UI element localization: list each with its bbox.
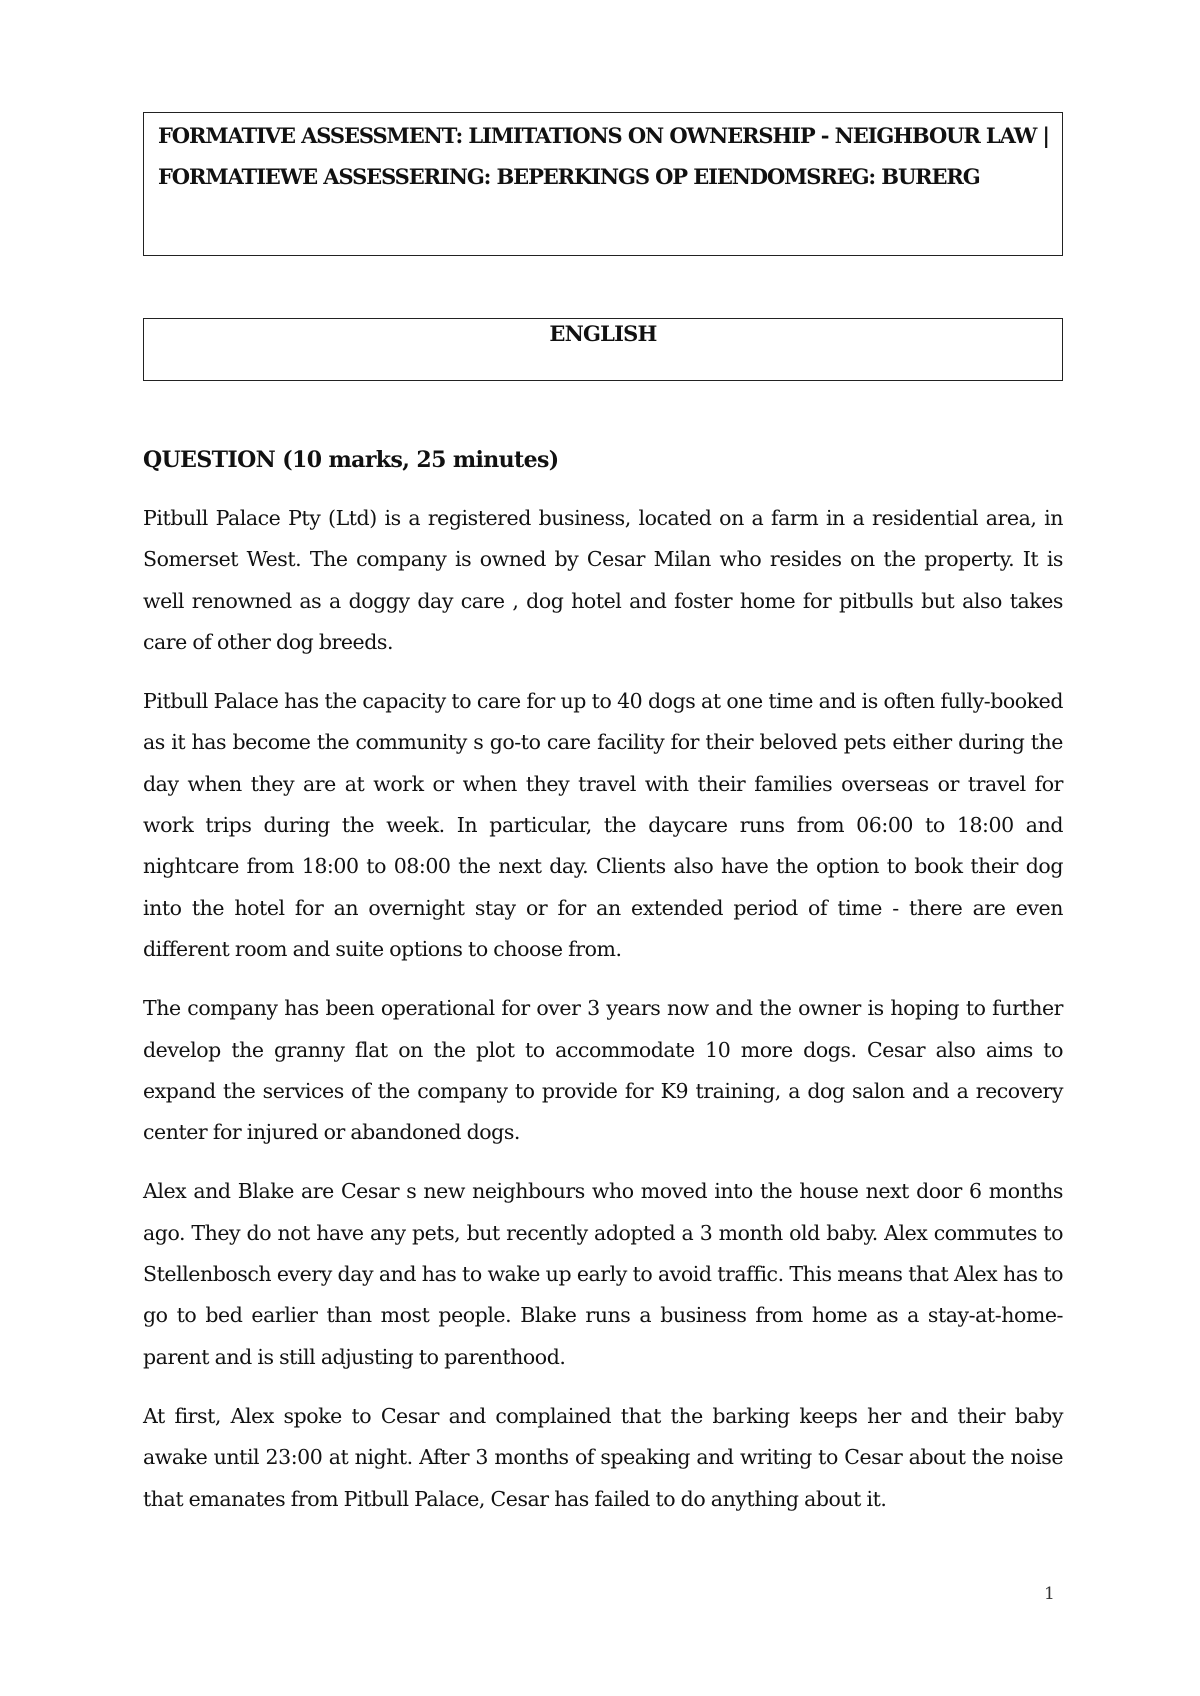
paragraph-3: The company has been operational for over 3 years now and the owner is hoping to further develop the granny flat on the plot to accommodate 10 more dogs. Cesar also aims to expand the services of the company to provide for K9 training, a dog salon and a recovery center for injured or abandoned dogs. — [143, 996, 1063, 1145]
paragraph-5: At first, Alex spoke to Cesar and complained that the barking keeps her and their baby awake until 23:00 at night. After 3 months of speaking and writing to Cesar about the noise that emanates from Pitbull Palace, Cesar has failed to do anything about it. — [143, 1403, 1063, 1511]
language-box — [143, 318, 1063, 381]
question-heading: QUESTION (10 marks, 25 minutes) — [143, 447, 559, 473]
document-body — [143, 440, 1063, 1538]
language-heading: ENGLISH — [549, 321, 657, 346]
page-number: 1 — [1044, 1584, 1055, 1604]
document-title: FORMATIVE ASSESSMENT: LIMITATIONS ON OWNERSHIP - NEIGHBOUR LAW | FORMATIEWE ASSESSERING: BEPERKINGS OP EIENDOMSREG: BURERG — [158, 123, 1049, 189]
paragraph-1: Pitbull Palace Pty (Ltd) is a registered business, located on a farm in a residential area, in Somerset West. The company is owned by Cesar Milan who resides on the property. It is well renowned as a doggy day care , dog hotel and foster home for pitbulls but also takes care of other dog breeds. — [143, 506, 1063, 654]
paragraph-4: Alex and Blake are Cesar s new neighbours who moved into the house next door 6 months ago. They do not have any pets, but recently adopted a 3 month old baby. Alex commutes to Stellenbosch every day and has to wake up early to avoid traffic. This means that Alex has to go to bed earlier than most people. Blake runs a business from home as a stay-at-home-parent and is still adjusting to parenthood. — [143, 1179, 1063, 1369]
title-box — [143, 112, 1063, 256]
paragraph-2: Pitbull Palace has the capacity to care for up to 40 dogs at one time and is often fully-booked as it has become the community s go-to care facility for their beloved pets either during the day when they are at work or when they travel with their families overseas or travel for work trips during the week. In particular, the daycare runs from 06:00 to 18:00 and nightcare from 18:00 to 08:00 the next day. Clients also have the option to book their dog into the hotel for an overnight stay or for an extended period of time - there are even different room and suite options to choose from. — [143, 689, 1063, 961]
